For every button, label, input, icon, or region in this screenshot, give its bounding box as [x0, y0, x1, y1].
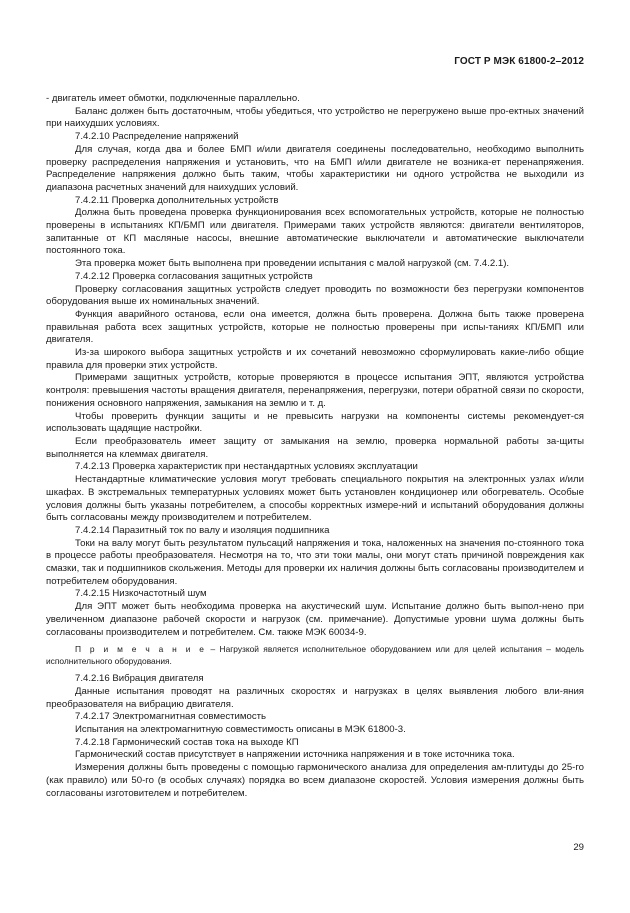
note-label: П р и м е ч а н и е	[75, 644, 207, 655]
paragraph: 7.4.2.11 Проверка дополнительных устройств	[75, 194, 279, 206]
paragraph: - двигатель имеет обмотки, подключенные параллельно.	[46, 93, 300, 104]
paragraph: Функция аварийного останова, если она имеется, должна быть проверена. Должна быть также проверена правильная работа всех защитных устройств, которые не полностью проверены при испы-таниях КП/БМП или двигателя.	[46, 308, 584, 346]
paragraph: Должна быть проведена проверка функционирования всех вспомогательных устройств, которые не полностью проверены в испытаниях КП/БМП или двигателя. Примерами таких устройств являются: двигатели вентиляторов, запитанные от КП масляные насосы, внешние автоматические выключатели и автоматические выключатели постоянного тока.	[46, 207, 584, 257]
paragraph: Испытания на электромагнитную совместимость описаны в МЭК 61800-3.	[75, 724, 406, 736]
paragraph: 7.4.2.10 Распределение напряжений	[75, 131, 239, 143]
paragraph: Гармонический состав присутствует в напряжении источника напряжения и в токе источника тока.	[75, 749, 515, 761]
paragraph: Измерения должны быть проведены с помощью гармонического анализа для определения ам-плитуды до 25-го (как правило) или 50-го (в особых случаях) порядка во всем диапазоне скоростей. Условия измерения должны быть согласованы изготовителем и потребителем.	[46, 762, 584, 799]
paragraph: 7.4.2.13 Проверка характеристик при нестандартных условиях эксплуатации	[75, 461, 418, 473]
paragraph: Токи на валу могут быть результатом пульсаций напряжения и тока, наложенных на значения по-стоянного тока в процессе работы преобразователя. Несмотря на то, что эти токи малы, они могут стать причиной повреждения как смазки, так и подшипников скольжения. Методы для проверки их наличия должны быть согласованы производителем и потребителем оборудования.	[46, 537, 584, 587]
note-text: – Нагрузкой является исполнительное оборудованием или для целей испытания – модель исполнительного оборудования.	[46, 644, 584, 666]
body-text-bottom	[46, 673, 584, 800]
paragraph: 7.4.2.15 Низкочастотный шум	[75, 588, 207, 600]
paragraph: Проверку согласования защитных устройств следует проводить по возможности без перегрузки компонентов оборудования выше их номинальных значений.	[46, 283, 584, 308]
paragraph: Для ЭПТ может быть необходима проверка на акустический шум. Испытание должно быть выпол-нено при увеличенном диапазоне рабочей скорости и нагрузок (см. примечание). Допустимые уровни шума должны быть согласованы производителем и потребителем. См. также МЭК 60034-9.	[46, 601, 584, 638]
paragraph: Примерами защитных устройств, которые проверяются в процессе испытания ЭПТ, являются устройства контроля: превышения частоты вращения двигателя, перенапряжения, перегрузки, потери обратной связи по скорости, понижения основного напряжения, замыкания на землю и т. д.	[46, 372, 584, 409]
page-body	[46, 93, 584, 800]
paragraph: Чтобы проверить функции защиты и не превысить нагрузки на компоненты системы рекомендует-ся использовать щадящие настройки.	[46, 410, 584, 435]
paragraph: Если преобразователь имеет защиту от замыкания на землю, проверка нормальной работы за-щиты выполняется на клеммах двигателя.	[46, 435, 584, 460]
paragraph: 7.4.2.17 Электромагнитная совместимость	[75, 711, 267, 723]
paragraph: Для случая, когда два и более БМП и/или двигателя соединены последовательно, необходимо выполнить проверку распределения напряжения и установить, что на БМП и/или двигателе не возника-ет перенапряжения. Распределение напряжения должно быть таким, чтобы характеристики ни одного устройства не выходили из диапазона расчетных значений для наихудших условий.	[46, 143, 584, 193]
paragraph: 7.4.2.14 Паразитный ток по валу и изоляция подшипника	[75, 524, 330, 536]
paragraph: 7.4.2.16 Вибрация двигателя	[75, 673, 204, 685]
document-header: ГОСТ Р МЭК 61800-2–2012	[454, 56, 584, 67]
paragraph: Баланс должен быть достаточным, чтобы убедиться, что устройство не перегружено выше про-ектных значений при наихудших условиях.	[46, 105, 584, 130]
paragraph: 7.4.2.12 Проверка согласования защитных устройств	[75, 270, 313, 282]
paragraph: Нестандартные климатические условия могут требовать специального покрытия на электронных узлах и/или шкафах. В экстремальных температурных условиях может быть установлен кондиционер или обогреватель. Особые условия должны быть указаны потребителем, а способы корректных измере-ний и испытаний оборудования должны быть согласованы между производителем и потребителем.	[46, 474, 584, 524]
page-number: 29	[573, 842, 584, 853]
paragraph: Из-за широкого выбора защитных устройств и их сочетаний невозможно сформулировать какие-либо общие правила для проверки этих устройств.	[46, 347, 584, 371]
note-paragraph	[46, 644, 584, 667]
paragraph: Эта проверка может быть выполнена при проведении испытания с малой нагрузкой (см. 7.4.2.1).	[75, 258, 510, 270]
body-text-top	[46, 93, 584, 639]
paragraph: 7.4.2.18 Гармонический состав тока на выходе КП	[75, 736, 299, 748]
paragraph: Данные испытания проводят на различных скоростях и нагрузках в целях выявления любого вли-яния преобразователя на вибрацию двигателя.	[46, 685, 584, 710]
